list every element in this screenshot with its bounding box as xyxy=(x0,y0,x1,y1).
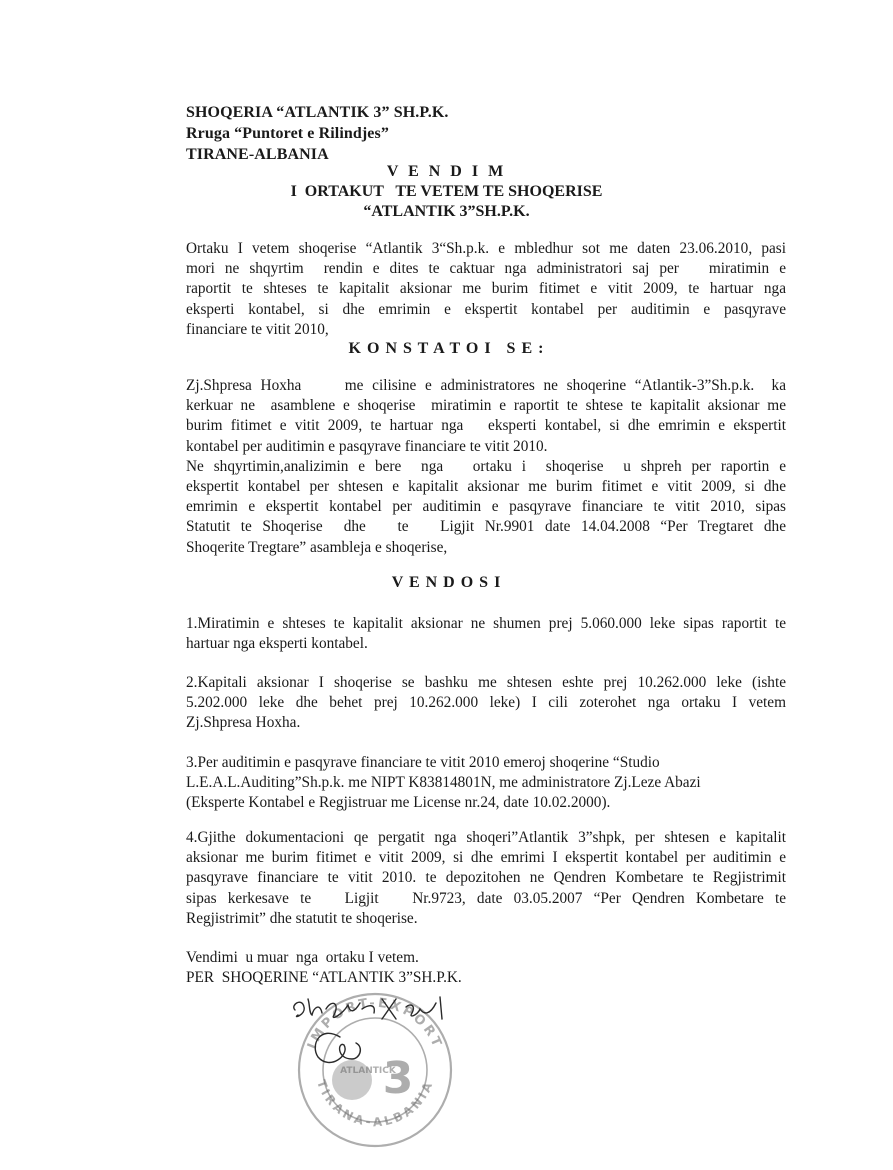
decision-4 xyxy=(186,828,786,929)
stamp-ring-top-text: IMPORT-EXPORT xyxy=(304,995,446,1052)
decision-3 xyxy=(186,753,786,814)
decision-2 xyxy=(186,673,786,734)
paragraph-line: Regjistrimit” dhe statutit te shoqerise. xyxy=(186,909,418,927)
company-stamp xyxy=(290,985,460,1155)
section-heading-konstatoi: K O N S T A T O I S E : xyxy=(348,340,545,357)
paragraph-line: financiare te vitit 2010, xyxy=(186,320,329,338)
paragraph-line: mori ne shqyrtim rendin e dites te caktuar nga administratori saj per miratimin e xyxy=(186,260,786,278)
stamp-center-text: ATLANTICK xyxy=(340,1066,396,1076)
paragraph-line: aksionar me burim fitimet e vitit 2009, si dhe emrimi I ekspertit kontabel per auditimin e xyxy=(186,849,786,867)
paragraph-line: Ortaku I vetem shoqerise “Atlantik 3“Sh.p.k. e mbledhur sot me daten 23.06.2010, pasi xyxy=(186,240,786,257)
paragraph-line: pasqyrave financiare te vitit 2010. te depozitohen ne Qendren Kombetare te Regjistrimit xyxy=(186,869,786,887)
paragraph-line: 4.Gjithe dokumentacioni qe pergatit nga shoqeri”Atlantik 3”shpk, per shtesen e kapitalit xyxy=(186,829,786,846)
document-subtitle: I ORTAKUT TE VETEM TE SHOQERISE xyxy=(290,183,603,200)
company-city: TIRANE-ALBANIA xyxy=(186,146,329,163)
paragraph-line: Zj.Shpresa Hoxha. xyxy=(186,714,301,732)
paragraph-line: burim fitimet e vitit 2009, te hartuar nga eksperti kontabel, si dhe emrimin e ekspertit xyxy=(186,417,786,435)
findings-paragraph xyxy=(186,376,786,558)
paragraph-line: L.E.A.L.Auditing”Sh.p.k. me NIPT K83814801N, me administratore Zj.Leze Abazi xyxy=(186,774,701,792)
paragraph-line: kontabel per auditimin e pasqyrave financiare te vitit 2010. xyxy=(186,437,548,455)
paragraph-line: 3.Per auditimin e pasqyrave financiare te vitit 2010 emeroj shoqerine “Studio xyxy=(186,754,660,771)
company-street: Rruga “Puntoret e Rilindjes” xyxy=(186,125,389,142)
intro-paragraph xyxy=(186,239,786,340)
decision-1 xyxy=(186,614,786,654)
paragraph-line: raportit te shteses te kapitalit aksionar me burim fitimet e vitit 2009, te hartuar nga xyxy=(186,280,786,298)
paragraph-line: Ne shqyrtimin,analizimin e bere nga ortaku i shoqerise u shpreh per raportin e xyxy=(186,457,786,475)
paragraph-line: sipas kerkesave te Ligjit Nr.9723, date 03.05.2007 “Per Qendren Kombetare te xyxy=(186,889,786,907)
paragraph-line: Shoqerite Tregtare” asambleja e shoqerise, xyxy=(186,538,448,556)
paragraph-line: ekspertit kontabel per shtesen e kapitalit aksionar me burim fitimet e vitit 2009, si dhe xyxy=(186,478,786,496)
paragraph-line: Statutit te Shoqerise dhe te Ligjit Nr.9901 date 14.04.2008 “Per Tregtaret dhe xyxy=(186,518,786,536)
section-heading-vendosi: V E N D O S I xyxy=(391,574,502,591)
paragraph-line: hartuar nga eksperti kontabel. xyxy=(186,635,368,653)
paragraph-line: kerkuar ne asamblene e shoqerise miratimin e raportit te shtese te kapitalit aksionar me xyxy=(186,397,786,415)
closing-statement: Vendimi u muar nga ortaku I vetem. xyxy=(186,949,419,966)
stamp-ring-bottom-text: TIRANA-ALBANIA xyxy=(314,1077,437,1130)
document-title: V E N D I M xyxy=(386,163,507,180)
paragraph-line: Zj.Shpresa Hoxha me cilisine e administratores ne shoqerine “Atlantik-3”Sh.p.k. ka xyxy=(186,377,786,394)
paragraph-line: eksperti kontabel, si dhe emrimin e ekspertit kontabel per auditimin e pasqyrave xyxy=(186,300,786,318)
paragraph-line: 2.Kapitali aksionar I shoqerise se bashku me shtesen eshte prej 10.262.000 leke (ishte xyxy=(186,674,786,691)
paragraph-line: 1.Miratimin e shteses te kapitalit aksionar ne shumen prej 5.060.000 leke sipas raportit te xyxy=(186,615,786,632)
paragraph-line: emrimin e ekspertit kontabel per auditimin e pasqyrave financiare te vitit 2010, sipas xyxy=(186,498,786,516)
paragraph-line: (Eksperte Kontabel e Regjistruar me License nr.24, date 10.02.2000). xyxy=(186,794,611,812)
company-name: SHOQERIA “ATLANTIK 3” SH.P.K. xyxy=(186,104,449,121)
document-subtitle-company: “ATLANTIK 3”SH.P.K. xyxy=(363,203,530,220)
paragraph-line: 5.202.000 leke dhe behet prej 10.262.000 leke) I cili zoterohet nga ortaku I vetem xyxy=(186,694,786,712)
closing-company: PER SHOQERINE “ATLANTIK 3”SH.P.K. xyxy=(186,969,462,986)
stamp-number: 3 xyxy=(382,1053,414,1104)
